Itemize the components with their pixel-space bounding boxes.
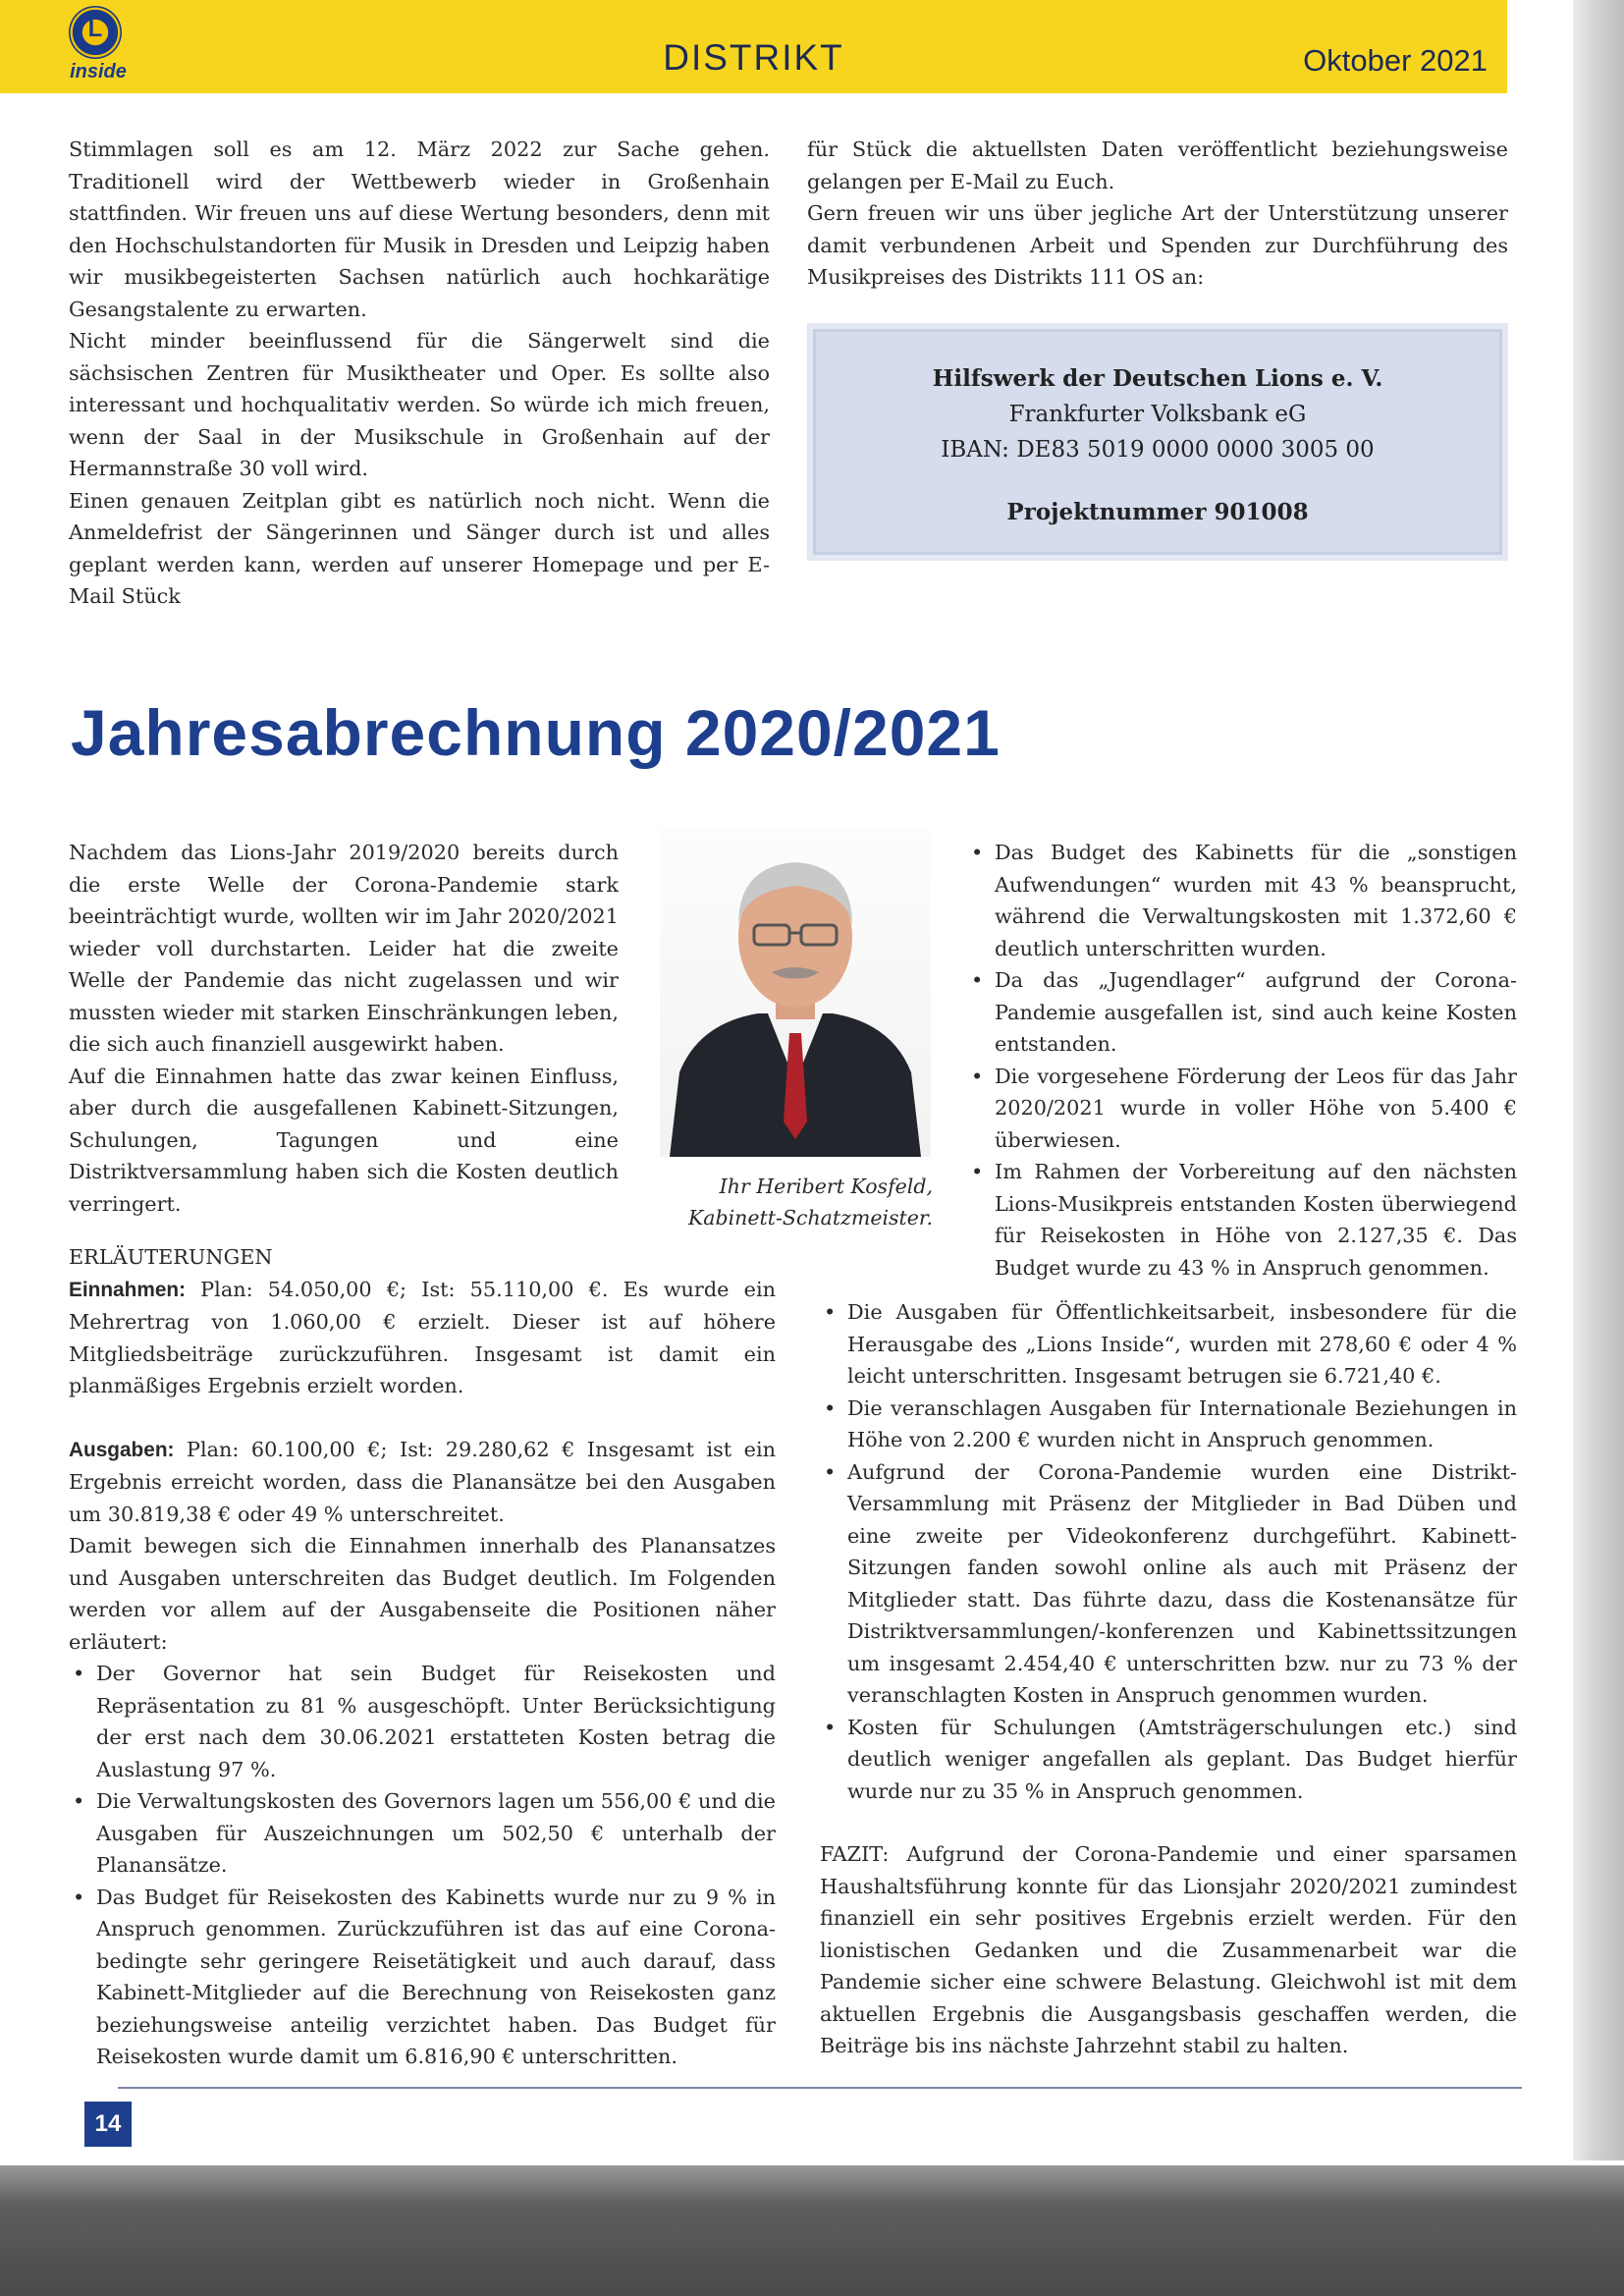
- explanations-column: [69, 1241, 776, 2073]
- bullet-item: • Das Budget des Kabinetts für die „sonstigen Aufwendungen“ wurden mit 43 % beansprucht, während die Verwaltungskosten mit 1.372,60 € deutlich unterschritten wurden.: [967, 837, 1517, 964]
- paragraph: Auf die Einnahmen hatte das zwar keinen Einfluss, aber durch die ausgefallenen Kabinett-Sitzungen, Schulungen, Tagungen und eine Distriktversammlung haben sich die Kosten deutlich verringert.: [69, 1064, 619, 1216]
- conclusion-paragraph: FAZIT: Aufgrund der Corona-Pandemie und einer sparsamen Haushaltsführung konnte für das Lionsjahr 2020/2021 zumindest finanziell ein sehr positives Ergebnis erzielt werden. Für den lionistischen Gedanken und die Zusammenarbeit war die Pandemie sicher eine schwere Belastung. Gleichwohl ist mit dem aktuellen Ergebnis die Ausgangsbasis geschaffen werden, die Beiträge bis ins nächste Jahrzehnt stabil zu halten.: [820, 1842, 1517, 2057]
- logo-subtext: inside: [70, 61, 127, 82]
- bullet-item: • Da das „Jugendlager“ aufgrund der Corona-Pandemie ausgefallen ist, sind auch keine Kosten entstanden.: [967, 964, 1517, 1061]
- top-right-column: [807, 134, 1508, 294]
- scan-background: [0, 2165, 1624, 2296]
- income-text: Plan: 54.050,00 €; Ist: 55.110,00 €. Es wurde ein Mehrertrag von 1.060,00 € erzielt. Dieser ist auf höhere Mitgliedsbeiträge zurückzuführen. Insgesamt ist damit ein planmäßiges Ergebnis erzielt worden.: [69, 1277, 776, 1397]
- caption-line: Ihr Heribert Kosfeld,: [719, 1175, 933, 1198]
- bullet-item: • Kosten für Schulungen (Amtsträgerschulungen etc.) sind deutlich weniger angefallen als geplant. Das Budget hierfür wurde nur zu 35 % in Anspruch genommen.: [820, 1712, 1517, 1808]
- caption-line: Kabinett-Schatzmeister.: [687, 1206, 933, 1230]
- recipient-name: Hilfswerk der Deutschen Lions e. V.: [932, 365, 1383, 392]
- article-headline: Jahresabrechnung 2020/2021: [71, 696, 1001, 769]
- right-column-top: [967, 837, 1517, 1284]
- right-column-bottom: [820, 1296, 1517, 2062]
- scan-page-edge: [1573, 0, 1624, 2160]
- bullet-item: • Im Rahmen der Vorbereitung auf den nächsten Lions-Musikpreis entstanden Kosten überwiegend für Reisekosten in Höhe von 2.127,35 €. Das Budget wurde zu 43 % in Anspruch genommen.: [967, 1156, 1517, 1284]
- expenses-paragraph: [69, 1434, 776, 1531]
- intro-column: [69, 837, 619, 1220]
- footer-rule: [118, 2087, 1522, 2089]
- paragraph: Einen genauen Zeitplan gibt es natürlich noch nicht. Wenn die Anmeldefrist der Sängerinnen und Sänger durch ist und alles geplant werden kann, werden auf unserer Homepage und per E-Mail Stück: [69, 488, 770, 608]
- project-number: Projektnummer 901008: [1006, 499, 1309, 525]
- income-label: Einnahmen:: [69, 1278, 187, 1301]
- paragraph: Damit bewegen sich die Einnahmen innerhalb des Planansatzes und Ausgaben unterschreiten das Budget deutlich. Im Folgenden werden vor allem auf der Ausgabenseite die Positionen näher erläutert:: [69, 1534, 776, 1654]
- top-left-column: [69, 134, 770, 613]
- portrait-photo: [660, 827, 931, 1157]
- income-paragraph: [69, 1274, 776, 1402]
- portrait-illustration: [660, 827, 931, 1157]
- bullet-item: • Die Ausgaben für Öffentlichkeitsarbeit, insbesondere für die Herausgabe des „Lions Inside“, wurden mit 278,60 € oder 4 % leicht unterschritten. Insgesamt betrugen sie 6.721,40 €.: [820, 1296, 1517, 1393]
- photo-caption: [628, 1171, 933, 1233]
- section-title: DISTRIKT: [663, 37, 844, 78]
- section-heading: ERLÄUTERUNGEN: [69, 1245, 273, 1269]
- paragraph: Gern freuen wir uns über jegliche Art der Unterstützung unserer damit verbundenen Arbeit und Spenden zur Durchführung des Musikpreises des Distrikts 111 OS an:: [807, 201, 1508, 289]
- expenses-text: Plan: 60.100,00 €; Ist: 29.280,62 € Insgesamt ist ein Ergebnis erreicht worden, dass die Planansätze bei den Ausgaben um 30.819,38 € oder 49 % unterschreitet.: [69, 1437, 776, 1526]
- paragraph: Stimmlagen soll es am 12. März 2022 zur Sache gehen. Traditionell wird der Wettbewerb wieder in Großenhain stattfinden. Wir freuen uns auf diese Wertung besonders, denn mit den Hochschulstandorten für Musik in Dresden und Leipzig haben wir musikbegeisterten Sachsen natürlich auch hochkarätige Gesangstalente zu erwarten.: [69, 137, 770, 321]
- bank-name: Frankfurter Volksbank eG: [1008, 402, 1307, 427]
- bullet-item: • Die Verwaltungskosten des Governors lagen um 556,00 € und die Ausgaben für Auszeichnungen um 502,50 € unterhalb der Planansätze.: [69, 1785, 776, 1882]
- paragraph: Nicht minder beeinflussend für die Sängerwelt sind die sächsischen Zentren für Musiktheater und Oper. Es sollte also interessant und hochqualitativ werden. So würde ich mich freuen, wenn der Saal in der Musikschule in Großenhain auf der Hermannstraße 30 voll wird.: [69, 329, 770, 480]
- bullet-item: • Aufgrund der Corona-Pandemie wurden eine Distrikt-Versammlung mit Präsenz der Mitglieder in Bad Düben und eine zweite per Videokonferenz durchgeführt. Kabinett-Sitzungen fanden sowohl online als auch mit Präsenz der Mitglieder statt. Das führte dazu, dass die Kostenansätze für Distriktversammlungen/-konferenzen und Kabinettssitzungen um insgesamt 2.454,40 € unterschritten bzw. nur zu 73 % der veranschlagten Kosten in Anspruch genommen wurden.: [820, 1456, 1517, 1712]
- bullet-item: • Der Governor hat sein Budget für Reisekosten und Repräsentation zu 81 % ausgeschöpft. Unter Berücksichtigung der erst nach dem 30.06.2021 erstatteten Kosten betrag die Auslastung 97 %.: [69, 1658, 776, 1785]
- donation-box: [807, 323, 1508, 561]
- bullet-item: • Die veranschlagen Ausgaben für Internationale Beziehungen in Höhe von 2.200 € wurden nicht in Anspruch genommen.: [820, 1393, 1517, 1456]
- logo-letter: L: [87, 16, 103, 42]
- issue-date: Oktober 2021: [1303, 43, 1488, 78]
- bullet-item: • Das Budget für Reisekosten des Kabinetts wurde nur zu 9 % in Anspruch genommen. Zurückzuführen ist das auf eine Corona-bedingte sehr geringere Reisetätigkeit und auch darauf, dass Kabinett-Mitglieder auf die Berechnung von Reisekosten ganz beziehungsweise anteilig verzichtet haben. Das Budget für Reisekosten wurde damit um 6.816,90 € unterschritten.: [69, 1882, 776, 2073]
- bullet-item: • Die vorgesehene Förderung der Leos für das Jahr 2020/2021 wurde in voller Höhe von 5.400 € überwiesen.: [967, 1061, 1517, 1157]
- iban: IBAN: DE83 5019 0000 0000 3005 00: [941, 437, 1375, 463]
- page-header: [0, 0, 1507, 93]
- paragraph: Nachdem das Lions-Jahr 2019/2020 bereits durch die erste Welle der Corona-Pandemie stark beeinträchtigt wurde, wollten wir im Jahr 2020/2021 wieder voll durchstarten. Leider hat die zweite Welle der Pandemie das nicht zugelassen und wir mussten wieder mit starken Einschränkungen leben, die sich auch finanziell ausgewirkt haben.: [69, 841, 619, 1056]
- paragraph: für Stück die aktuellsten Daten veröffentlicht beziehungsweise gelangen per E-Mail zu Euch.: [807, 137, 1508, 193]
- page-number: 14: [84, 2102, 132, 2147]
- expenses-label: Ausgaben:: [69, 1438, 175, 1461]
